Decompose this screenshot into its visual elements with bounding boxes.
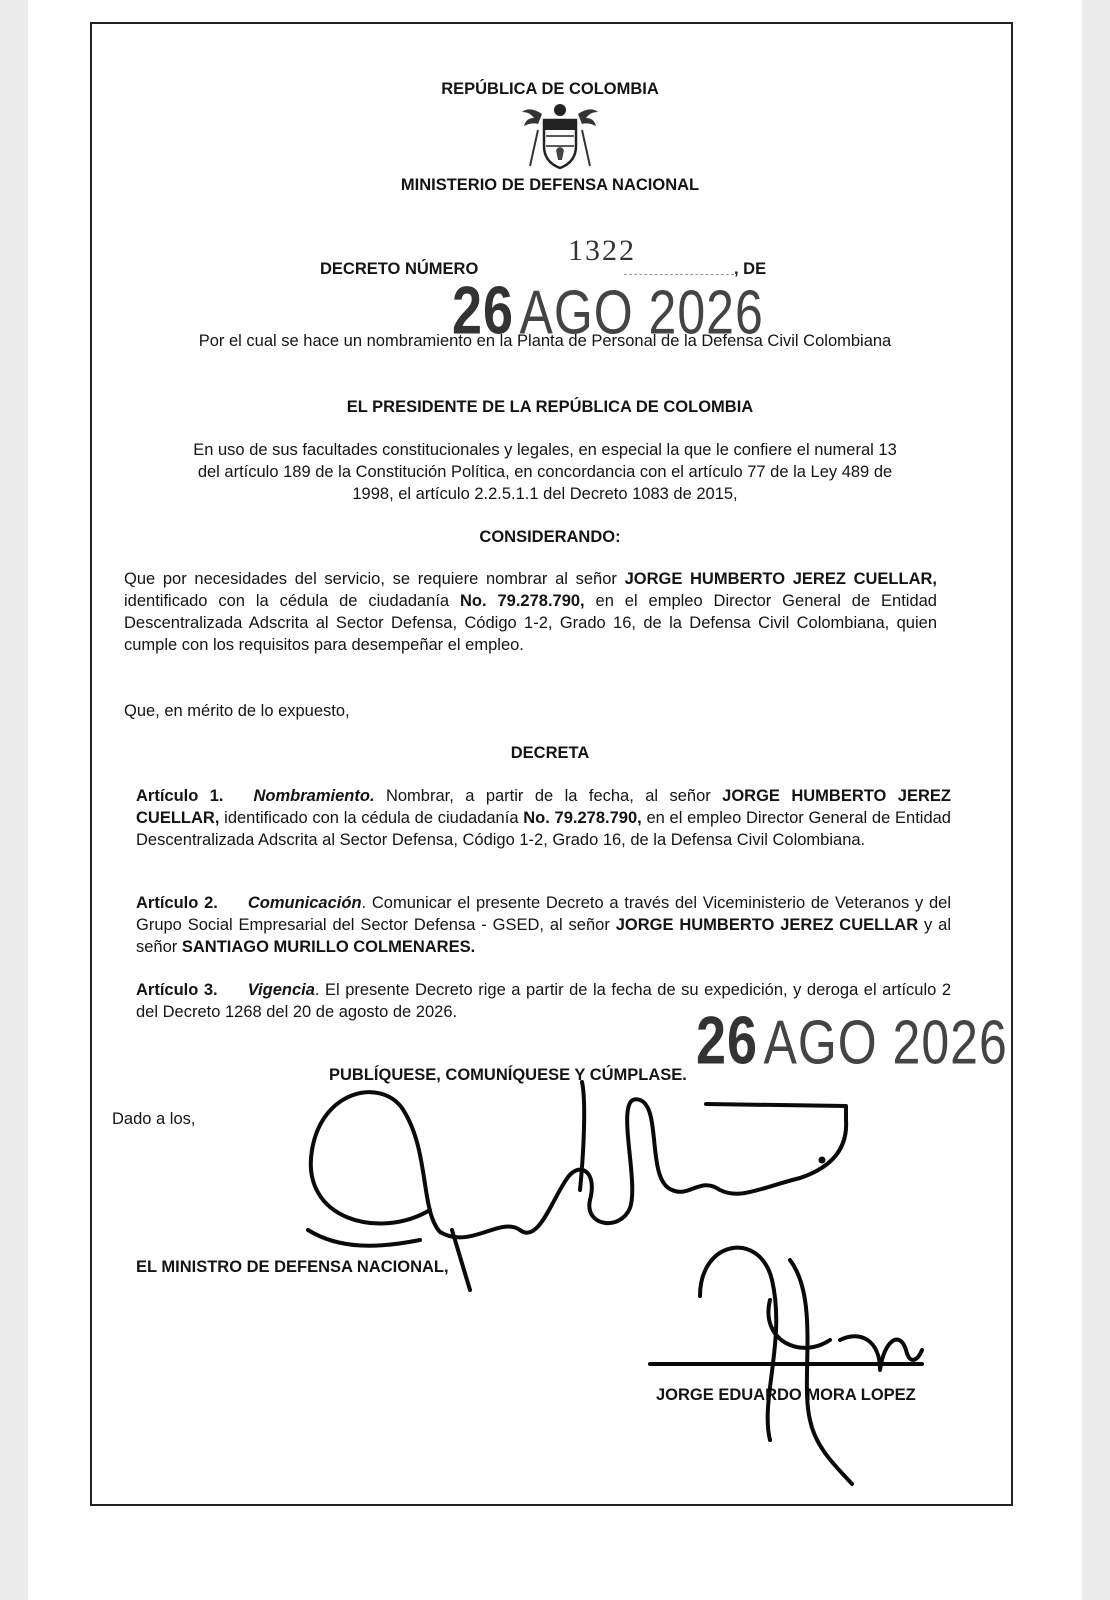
considering-text: Que por necesidades del servicio, se requiere nombrar al señor: [124, 570, 625, 588]
decreta-heading: DECRETA: [510, 744, 590, 762]
powers-paragraph: [120, 439, 970, 505]
authority-title: EL PRESIDENTE DE LA REPÚBLICA DE COLOMBIA: [346, 398, 754, 416]
article-title: Comunicación: [247, 894, 362, 912]
considering-heading: CONSIDERANDO:: [479, 528, 621, 546]
article-bold: JORGE HUMBERTO JEREZ CUELLAR,: [136, 787, 951, 827]
article-title: Nombramiento.: [253, 787, 375, 805]
article-text: y al señor: [136, 916, 951, 956]
article-label: Artículo 3.: [136, 981, 218, 999]
decree-number: 1322: [568, 234, 636, 267]
powers-line: En uso de sus facultades constitucionales y legales, en especial la que le confiere el numeral 13: [193, 441, 897, 459]
republic-heading: REPÚBLICA DE COLOMBIA: [441, 80, 659, 98]
stamp-month-year: AGO 2026: [519, 277, 764, 347]
stamp-day: 26: [696, 1003, 759, 1079]
decree-subject: Por el cual se hace un nombramiento en la Planta de Personal de la Defensa Civil Colombiana: [198, 332, 892, 350]
decree-de-label: , DE: [734, 260, 767, 278]
article-text: en el empleo Director General de Entidad Descentralizada Adscrita al Sector Defensa, Código 1-2, Grado 16, de la Defensa Civil Colombiana.: [136, 809, 951, 849]
article-label: Artículo 1.: [136, 787, 224, 805]
considering-text: identificado con la cédula de ciudadanía: [124, 592, 460, 610]
article-text: Nombrar, a partir de la fecha, al señor: [374, 787, 723, 805]
article-text: . El presente Decreto rige a partir de la fecha de su expedición, y deroga el artículo 2 del Decreto 1268 del 20 de agosto de 2026.: [136, 981, 951, 1021]
minister-title: EL MINISTRO DE DEFENSA NACIONAL,: [136, 1258, 449, 1276]
powers-line: 1998, el artículo 2.2.5.1.1 del Decreto 1083 de 2015,: [352, 485, 738, 503]
ministry-heading: MINISTERIO DE DEFENSA NACIONAL: [400, 176, 700, 194]
considering-paragraph: [124, 568, 937, 656]
article-text: identificado con la cédula de ciudadanía: [219, 809, 524, 827]
appointee-name: JORGE HUMBERTO JEREZ CUELLAR,: [624, 570, 937, 588]
article-bold: No. 79.278.790,: [523, 809, 642, 827]
article-1: [136, 785, 951, 851]
stamp-day: 26: [452, 273, 515, 349]
appointee-id: No. 79.278.790,: [460, 592, 585, 610]
article-2: [136, 892, 951, 958]
article-bold: JORGE HUMBERTO JEREZ CUELLAR: [615, 916, 919, 934]
stamp-month-year: AGO 2026: [763, 1007, 1008, 1077]
document-frame: [90, 22, 1013, 1506]
date-stamp-closing: [696, 1002, 1008, 1080]
coat-of-arms-icon: [520, 100, 600, 174]
minister-name: JORGE EDUARDO MORA LOPEZ: [656, 1386, 916, 1404]
considering-text: en el empleo Director General de Entidad Descentralizada Adscrita al Sector Defensa, Código 1-2, Grado 16, de la Defensa Civil Colombiana, quien cumple con los requisitos para desempeñar el empleo.: [124, 592, 937, 654]
publish-statement: PUBLÍQUESE, COMUNÍQUESE Y CÚMPLASE.: [329, 1066, 687, 1084]
article-bold: SANTIAGO MURILLO COLMENARES.: [181, 938, 476, 956]
article-title: Vigencia: [247, 981, 315, 999]
powers-line: del artículo 189 de la Constitución Política, en concordancia con el artículo 77 de la Ley 489 de: [197, 463, 893, 481]
decree-number-label: DECRETO NÚMERO: [320, 260, 479, 278]
given-label: Dado a los,: [112, 1110, 196, 1128]
article-label: Artículo 2.: [136, 894, 218, 912]
article-text: . Comunicar el presente Decreto a través del Viceministerio de Veteranos y del Grupo Social Empresarial del Sector Defensa - GSED, al señor: [136, 894, 952, 934]
merit-statement: Que, en mérito de lo expuesto,: [124, 702, 350, 720]
